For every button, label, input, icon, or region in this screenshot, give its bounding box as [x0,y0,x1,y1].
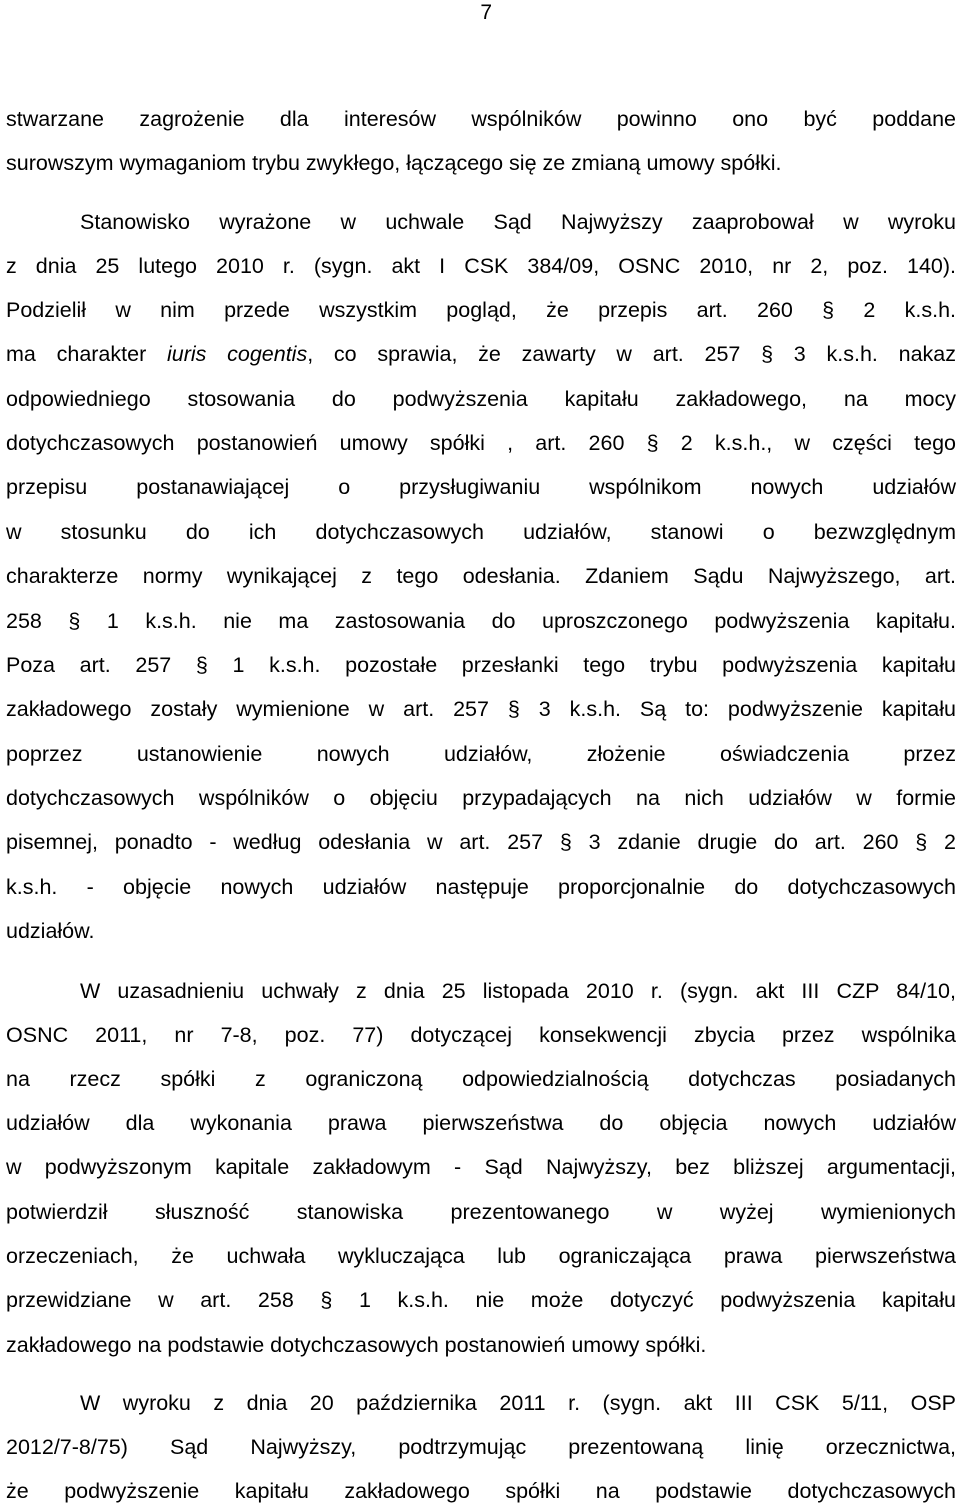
text-line: charakterze normy wynikającej z tego odesłania. Zdaniem Sądu Najwyższego, art. [6,564,956,588]
text-line: OSNC 2011, nr 7-8, poz. 77) dotyczącej konsekwencji zbycia przez wspólnika [6,1023,956,1047]
text-line: k.s.h. - objęcie nowych udziałów następuje proporcjonalnie do dotychczasowych [6,875,956,899]
text-line: zakładowego na podstawie dotychczasowych postanowień umowy spółki. [6,1333,707,1357]
text-line: 258 § 1 k.s.h. nie ma zastosowania do uproszczonego podwyższenia kapitału. [6,609,956,633]
text-line: odpowiedniego stosowania do podwyższenia kapitału zakładowego, na mocy [6,387,956,411]
text-line: że podwyższenie kapitału zakładowego spółki na podstawie dotychczasowych [6,1479,956,1503]
text-line: W uzasadnieniu uchwały z dnia 25 listopada 2010 r. (sygn. akt III CZP 84/10, [80,979,956,1003]
text-line: z dnia 25 lutego 2010 r. (sygn. akt I CSK 384/09, OSNC 2010, nr 2, poz. 140). [6,254,956,278]
text-line-with-italic: ma charakter iuris cogentis, co sprawia, że zawarty w art. 257 § 3 k.s.h. nakaz [6,342,956,366]
text-line: w podwyższonym kapitale zakładowym - Sąd Najwyższy, bez bliższej argumentacji, [6,1155,956,1179]
text-line: dotychczasowych postanowień umowy spółki , art. 260 § 2 k.s.h., w części tego [6,431,956,455]
text-line: przewidziane w art. 258 § 1 k.s.h. nie może dotyczyć podwyższenia kapitału [6,1288,956,1312]
text-line: zakładowego zostały wymienione w art. 257 § 3 k.s.h. Są to: podwyższenie kapitału [6,697,956,721]
latin-phrase: iuris cogentis [166,342,308,366]
text-line: Poza art. 257 § 1 k.s.h. pozostałe przesłanki tego trybu podwyższenia kapitału [6,653,956,677]
page-number: 7 [480,1,492,24]
text-line: W wyroku z dnia 20 października 2011 r. (sygn. akt III CSK 5/11, OSP [80,1391,956,1415]
text-line: udziałów. [6,919,95,943]
text-line: orzeczeniach, że uchwała wykluczająca lub ograniczająca prawa pierwszeństwa [6,1244,956,1268]
text-line: w stosunku do ich dotychczasowych udziałów, stanowi o bezwzględnym [6,520,956,544]
text-line: udziałów dla wykonania prawa pierwszeństwa do objęcia nowych udziałów [6,1111,956,1135]
text-line: dotychczasowych wspólników o objęciu przypadających na nich udziałów w formie [6,786,956,810]
text-line: poprzez ustanowienie nowych udziałów, złożenie oświadczenia przez [6,742,956,766]
text-line: stwarzane zagrożenie dla interesów wspólników powinno ono być poddane [6,107,956,131]
text-line: Podzielił w nim przede wszystkim pogląd, że przepis art. 260 § 2 k.s.h. [6,298,956,322]
text-line: potwierdził słuszność stanowiska prezentowanego w wyżej wymienionych [6,1200,956,1224]
text-line: pisemnej, ponadto - według odesłania w art. 257 § 3 zdanie drugie do art. 260 § 2 [6,830,956,854]
text-line: przepisu postanawiającej o przysługiwaniu wspólnikom nowych udziałów [6,475,956,499]
text-line: 2012/7-8/75) Sąd Najwyższy, podtrzymując prezentowaną linię orzecznictwa, [6,1435,956,1459]
text-line: na rzecz spółki z ograniczoną odpowiedzialnością dotychczas posiadanych [6,1067,956,1091]
text-line: Stanowisko wyrażone w uchwale Sąd Najwyższy zaaprobował w wyroku [80,210,956,234]
text-line: surowszym wymaganiom trybu zwykłego, łączącego się ze zmianą umowy spółki. [6,151,782,175]
